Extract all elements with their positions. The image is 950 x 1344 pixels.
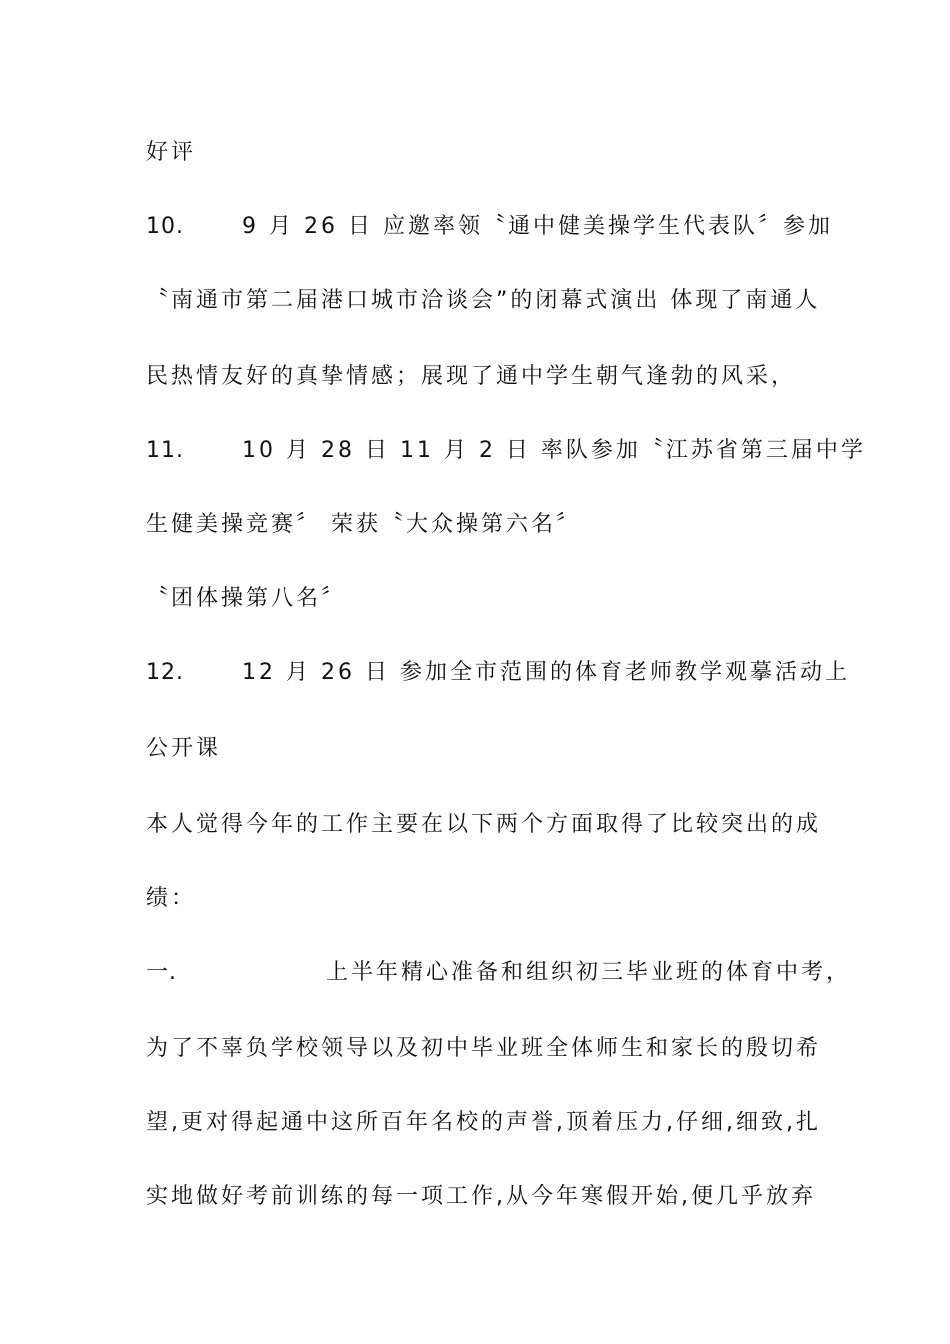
line-text: 为了不辜负学校领导以及初中毕业班全体师生和家长的殷切希 [146, 1036, 822, 1061]
text-line [146, 286, 820, 316]
line-text: 本人觉得今年的工作主要在以下两个方面取得了比较突出的成 [146, 812, 822, 837]
text-line [146, 1034, 821, 1064]
line-text: 绩： [146, 886, 197, 911]
numbered-item-12 [146, 658, 850, 688]
item-text: 10 月 28 日 11 月 2 日 率队参加〝江苏省第三届中学 [242, 438, 866, 463]
numbered-item-11 [146, 436, 866, 466]
item-number: 11. [146, 438, 184, 463]
line-text: 公开课 [146, 736, 222, 761]
text-line [146, 510, 581, 540]
numbered-item-10 [146, 212, 833, 242]
line-text: 民热情友好的真挚情感；展现了通中学生朝气逢勃的风采， [146, 364, 797, 389]
item-number: 一. [146, 960, 177, 985]
text-line [146, 1108, 821, 1138]
numbered-item-1 [146, 958, 851, 988]
text-line [146, 138, 196, 168]
text-line [146, 1182, 816, 1212]
item-number: 12. [146, 660, 184, 685]
item-text: 9 月 26 日 应邀率领〝通中健美操学生代表队〞参加 [242, 214, 833, 239]
line-text: 生健美操竞赛〞 荣获〝大众操第六名〞 [146, 512, 581, 537]
text-line [146, 810, 821, 840]
line-text: 〝南通市第二届港口城市洽谈会”的闭幕式演出 体现了南通人 [146, 288, 821, 313]
line-text: 〝团体操第八名〞 [146, 586, 347, 611]
line-text: 好评 [146, 140, 197, 165]
item-number: 10. [146, 214, 184, 239]
item-text: 上半年精心准备和组织初三毕业班的体育中考， [326, 960, 852, 985]
line-text: 实地做好考前训练的每一项工作,从今年寒假开始,便几乎放弃 [146, 1184, 816, 1209]
text-line [146, 362, 796, 392]
text-line [146, 584, 346, 614]
text-line [146, 734, 221, 764]
text-line [146, 884, 196, 914]
line-text: 望,更对得起通中这所百年名校的声誉,顶着压力,仔细,细致,扎 [146, 1110, 821, 1135]
item-text: 12 月 26 日 参加全市范围的体育老师教学观摹活动上 [242, 660, 850, 685]
